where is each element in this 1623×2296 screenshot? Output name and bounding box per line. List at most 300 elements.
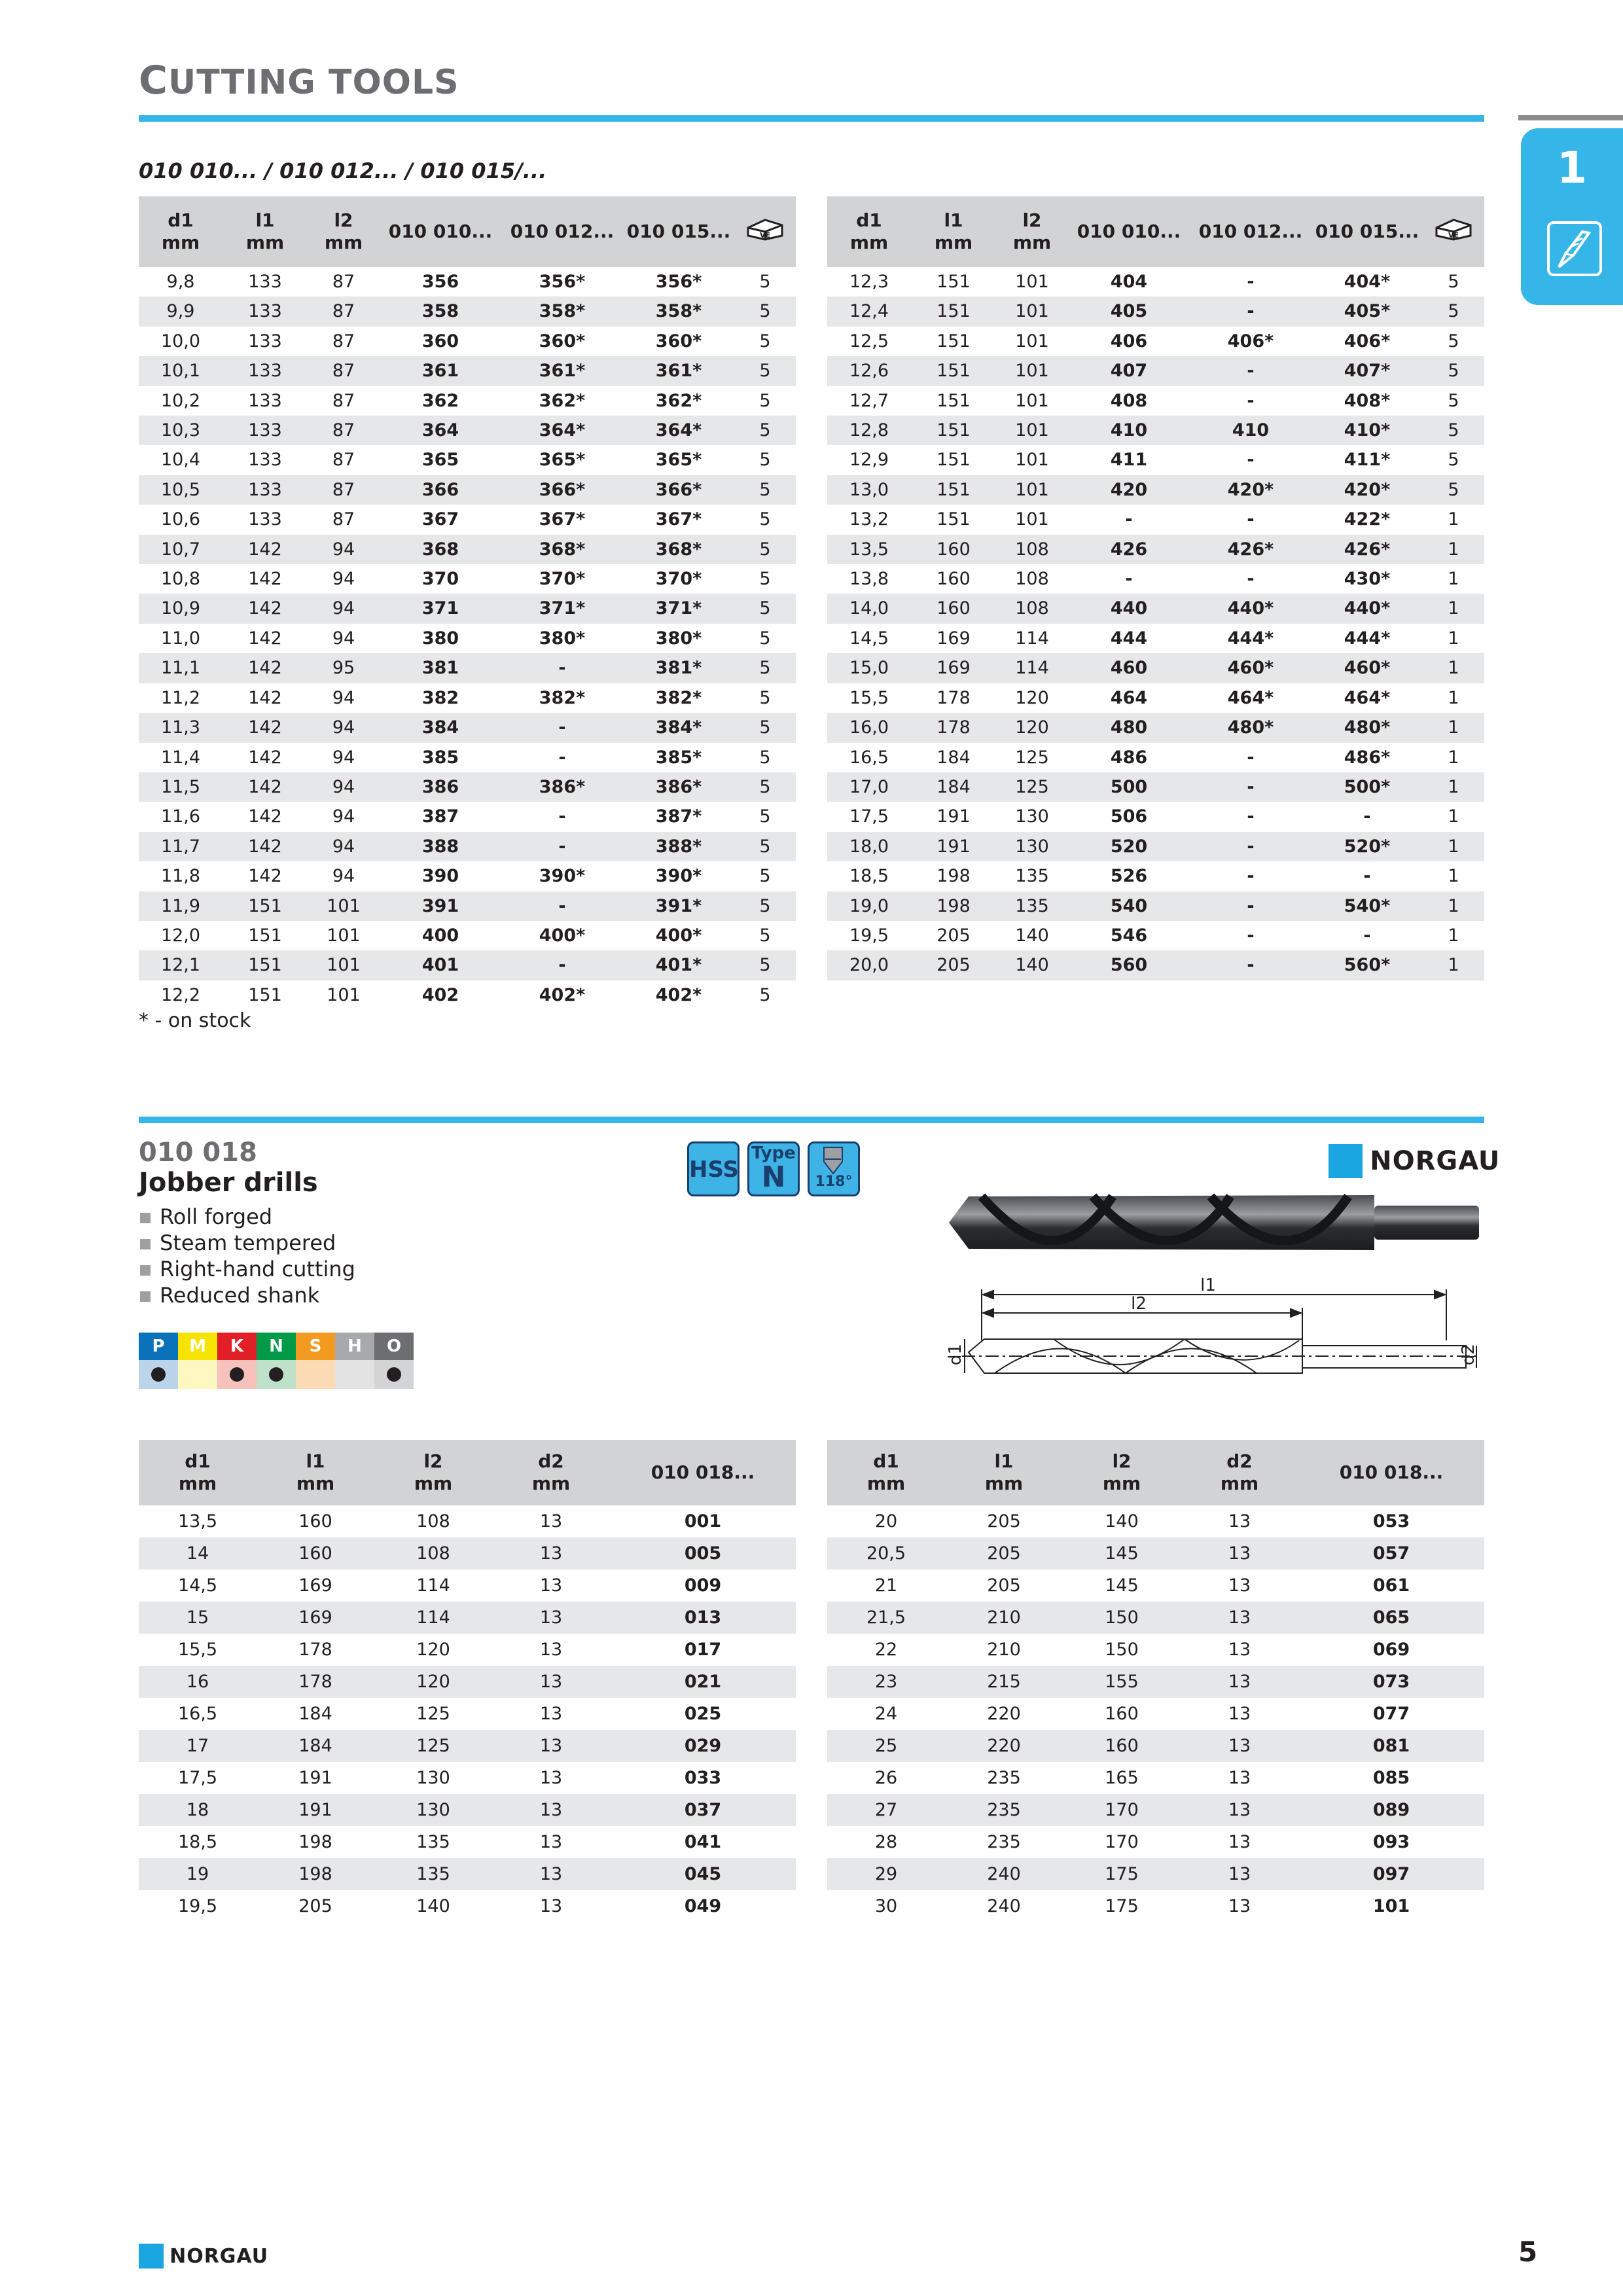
table-cell: 364* xyxy=(501,416,623,445)
table-cell: 120 xyxy=(1015,687,1049,708)
table-cell: 169 xyxy=(257,1602,374,1634)
table-cell: 440* xyxy=(1311,594,1423,623)
table-cell: 5 xyxy=(759,450,771,471)
table-cell: 21,5 xyxy=(827,1602,945,1634)
table-cell: 440 xyxy=(1068,594,1190,623)
table-cell: 387 xyxy=(421,806,459,827)
table-cell: 215 xyxy=(945,1666,1063,1698)
table-cell: 385* xyxy=(655,747,702,768)
table-cell: 360 xyxy=(421,331,459,351)
table-cell: 444 xyxy=(1110,628,1148,649)
table-cell: 142 xyxy=(248,628,282,649)
table-cell: 18 xyxy=(139,1794,257,1826)
table-cell: 5 xyxy=(1423,356,1484,386)
table-cell: - xyxy=(501,832,623,861)
table-cell: 23 xyxy=(827,1666,945,1698)
table-cell: 422* xyxy=(1344,509,1391,530)
table-cell: 205 xyxy=(936,925,971,946)
chapter-number: 1 xyxy=(1557,143,1587,193)
table-cell: 370 xyxy=(421,569,459,590)
table-cell: 5 xyxy=(734,296,796,326)
table-cell: 12,4 xyxy=(827,296,911,326)
table-cell: 87 xyxy=(308,475,380,505)
table-cell: 13,5 xyxy=(177,1511,218,1532)
table-row xyxy=(827,832,1484,861)
table-cell: 11,1 xyxy=(139,653,223,683)
table-cell: 1 xyxy=(1423,653,1484,683)
table-cell: 368* xyxy=(501,535,623,564)
table-cell: 11,8 xyxy=(160,866,201,887)
column-header: l2 mm xyxy=(996,196,1068,267)
table-cell: 013 xyxy=(610,1602,796,1634)
table-cell: 125 xyxy=(996,772,1068,802)
material-group-p: P xyxy=(139,1333,178,1360)
table-cell: 410 xyxy=(1190,416,1311,445)
table-row xyxy=(827,861,1484,891)
table-cell: 19,0 xyxy=(827,891,911,921)
table-row xyxy=(139,1666,796,1698)
column-header: 010 018... xyxy=(1298,1440,1484,1505)
svg-text:VE: VE xyxy=(1448,231,1459,240)
table-cell: 420* xyxy=(1311,475,1423,505)
table-cell: 001 xyxy=(684,1511,722,1532)
table-cell: 13,2 xyxy=(849,509,889,530)
drill-table-right xyxy=(827,196,1484,980)
table-cell: 386* xyxy=(501,772,623,802)
table-cell: 142 xyxy=(248,569,282,590)
svg-text:d1: d1 xyxy=(946,1343,965,1365)
table-cell: 184 xyxy=(911,772,996,802)
table-cell: 480* xyxy=(1190,713,1311,742)
table-cell: 178 xyxy=(911,713,996,742)
table-cell: 5 xyxy=(1423,416,1484,445)
table-cell: 87 xyxy=(308,416,380,445)
table-cell: 125 xyxy=(416,1704,450,1724)
table-cell: 10,8 xyxy=(160,569,201,590)
table-cell: 10,5 xyxy=(139,475,223,505)
suitable-dot-icon xyxy=(387,1367,401,1382)
table-cell: 19 xyxy=(139,1858,257,1890)
table-cell: 14 xyxy=(139,1537,257,1570)
table-cell: 361* xyxy=(623,356,734,386)
table-cell: 133 xyxy=(248,509,282,530)
table-cell: 142 xyxy=(248,866,282,887)
table-cell: 135 xyxy=(1015,866,1049,887)
table-cell: 1 xyxy=(1423,891,1484,921)
table-cell: 114 xyxy=(416,1575,450,1596)
table-cell: 87 xyxy=(332,272,355,292)
drill-icon xyxy=(1547,221,1602,276)
table-cell: 402* xyxy=(539,984,586,1005)
table-row xyxy=(139,1570,796,1602)
table-cell: 184 xyxy=(298,1704,332,1724)
table-cell: 13 xyxy=(1181,1666,1298,1698)
table-row xyxy=(827,1537,1484,1570)
drill-drawing xyxy=(936,1275,1486,1393)
table-cell: 178 xyxy=(298,1640,332,1660)
table-cell: 382 xyxy=(421,687,459,708)
column-header: l1 mm xyxy=(945,1440,1063,1505)
table-cell: 13 xyxy=(1181,1602,1298,1634)
table-cell: 382* xyxy=(539,687,586,708)
table-cell: 11,9 xyxy=(139,891,223,921)
table-cell: 081 xyxy=(1298,1730,1484,1762)
table-cell: 5 xyxy=(734,535,796,564)
table-cell: 486 xyxy=(1110,747,1148,768)
table-row xyxy=(139,594,796,623)
table-cell: 108 xyxy=(1015,569,1049,590)
table-row xyxy=(139,950,796,980)
table-cell: 184 xyxy=(936,747,971,768)
hss-badge: HSS xyxy=(687,1141,740,1196)
table-cell: 15,5 xyxy=(849,687,889,708)
table-cell: 101 xyxy=(327,925,361,946)
table-cell: 169 xyxy=(911,653,996,683)
table-cell: 12,3 xyxy=(849,272,889,292)
table-cell: 021 xyxy=(610,1666,796,1698)
type-badge: Type N xyxy=(747,1141,800,1196)
column-header: l2 mm xyxy=(308,196,380,267)
table-cell: 5 xyxy=(759,806,771,827)
table-cell: 077 xyxy=(1372,1704,1410,1724)
material-group-h: H xyxy=(335,1333,374,1360)
table-cell: 1 xyxy=(1423,772,1484,802)
table-cell: 140 xyxy=(996,950,1068,980)
feature-item: Right-hand cutting xyxy=(140,1257,355,1282)
table-row xyxy=(827,1794,1484,1826)
table-cell: 12,6 xyxy=(827,356,911,386)
table-row xyxy=(139,861,796,891)
column-header: 010 012... xyxy=(501,196,623,267)
table-cell: 402 xyxy=(421,984,459,1005)
table-cell: 540* xyxy=(1311,891,1423,921)
table-cell: 5 xyxy=(734,653,796,683)
table-row xyxy=(827,267,1484,296)
table-cell: 205 xyxy=(987,1511,1021,1532)
table-cell: 220 xyxy=(987,1704,1021,1724)
table-cell: 391* xyxy=(623,891,734,921)
table-cell: 151 xyxy=(911,356,996,386)
table-cell: 14,5 xyxy=(849,628,889,649)
column-header: 010 010... xyxy=(380,196,501,267)
table-cell: 5 xyxy=(1448,450,1459,471)
table-row xyxy=(827,891,1484,921)
table-cell: 14,5 xyxy=(177,1575,218,1596)
table-cell: 5 xyxy=(734,356,796,386)
table-row xyxy=(827,386,1484,416)
table-row xyxy=(139,802,796,831)
table-cell: 370* xyxy=(539,569,586,590)
column-header: d1 mm xyxy=(827,196,911,267)
table-row xyxy=(139,772,796,802)
table-cell: 405 xyxy=(1068,296,1190,326)
table-cell: 13 xyxy=(492,1602,610,1634)
feature-item: Steam tempered xyxy=(140,1230,336,1255)
table-cell: 5 xyxy=(759,925,771,946)
table-cell: 130 xyxy=(1015,806,1049,827)
table-cell: 108 xyxy=(416,1511,450,1532)
table-cell: 364 xyxy=(380,416,501,445)
table-cell: 17,5 xyxy=(849,806,889,827)
table-cell: 408* xyxy=(1344,390,1391,411)
table-cell: 406* xyxy=(1227,331,1274,351)
table-cell: - xyxy=(1190,296,1311,326)
table-cell: 178 xyxy=(936,687,971,708)
table-cell: 13,0 xyxy=(827,475,911,505)
table-cell: 405* xyxy=(1311,296,1423,326)
table-cell: 15,0 xyxy=(827,653,911,683)
table-cell: 11,7 xyxy=(139,832,223,861)
table-cell: 198 xyxy=(257,1858,374,1890)
product-name: Jobber drills xyxy=(139,1168,318,1198)
table-cell: 25 xyxy=(827,1730,945,1762)
table-cell: 444* xyxy=(1344,628,1391,649)
table-cell: - xyxy=(1247,450,1255,471)
table-cell: 390 xyxy=(421,866,459,887)
table-cell: 388 xyxy=(380,832,501,861)
table-cell: 142 xyxy=(223,713,308,742)
table-cell: 17,0 xyxy=(827,772,911,802)
table-cell: 170 xyxy=(1063,1794,1181,1826)
table-row xyxy=(827,683,1484,713)
table-cell: 5 xyxy=(759,687,771,708)
pack-quantity-header xyxy=(734,196,796,267)
table-cell: 21 xyxy=(874,1575,898,1596)
table-cell: 1 xyxy=(1423,713,1484,742)
table-row xyxy=(827,416,1484,445)
column-header: 010 010... xyxy=(1068,196,1190,267)
table-cell: 142 xyxy=(223,535,308,564)
table-cell: 95 xyxy=(308,653,380,683)
table-row xyxy=(139,1537,796,1570)
table-cell: 101 xyxy=(327,984,361,1005)
table-row xyxy=(139,624,796,653)
table-cell: 151 xyxy=(936,509,971,530)
product-code: 010 018 xyxy=(139,1138,257,1168)
table-row xyxy=(139,1505,796,1537)
svg-text:VE: VE xyxy=(759,231,771,240)
table-cell: - xyxy=(1247,925,1255,946)
table-cell: 9,8 xyxy=(166,272,195,292)
material-suitability-cell xyxy=(257,1360,296,1389)
table-cell: 240 xyxy=(945,1858,1063,1890)
table-cell: 142 xyxy=(248,806,282,827)
table-row xyxy=(827,296,1484,326)
table-cell: 367 xyxy=(421,509,459,530)
svg-text:l2: l2 xyxy=(1131,1294,1147,1314)
table-cell: 13 xyxy=(492,1666,610,1698)
table-cell: 387* xyxy=(655,806,702,827)
table-cell: 10,3 xyxy=(139,416,223,445)
table-cell: 500* xyxy=(1311,772,1423,802)
table-cell: 87 xyxy=(332,450,355,471)
table-cell: 101 xyxy=(996,475,1068,505)
table-cell: 5 xyxy=(734,891,796,921)
table-cell: - xyxy=(1363,925,1371,946)
table-cell: 460* xyxy=(1311,653,1423,683)
table-cell: 160 xyxy=(1105,1704,1139,1724)
table-cell: 401 xyxy=(380,950,501,980)
table-row xyxy=(827,1666,1484,1698)
table-row xyxy=(139,921,796,950)
table-cell: 440* xyxy=(1190,594,1311,623)
point-angle-badge: 118° xyxy=(808,1141,860,1196)
column-header: d1 mm xyxy=(827,1440,945,1505)
table-cell: 198 xyxy=(911,891,996,921)
table-cell: - xyxy=(1125,569,1133,590)
table-row xyxy=(827,445,1484,475)
table-row xyxy=(139,475,796,505)
table-cell: 94 xyxy=(332,806,355,827)
table-row xyxy=(139,296,796,326)
table-cell: 142 xyxy=(223,832,308,861)
table-cell: 400 xyxy=(421,925,459,946)
brand-logo: NORGAU xyxy=(1329,1144,1500,1178)
table-cell: 407 xyxy=(1068,356,1190,386)
table-cell: 16,5 xyxy=(849,747,889,768)
table-cell: 380* xyxy=(539,628,586,649)
column-header: 010 018... xyxy=(610,1440,796,1505)
table-cell: 101 xyxy=(1015,450,1049,471)
table-cell: 356 xyxy=(421,272,459,292)
table-cell: 13 xyxy=(492,1730,610,1762)
table-cell: 13 xyxy=(539,1575,563,1596)
table-cell: 384* xyxy=(623,713,734,742)
table-cell: - xyxy=(1363,806,1371,827)
table-row xyxy=(139,743,796,772)
table-row xyxy=(139,653,796,683)
table-cell: 5 xyxy=(734,594,796,623)
table-cell: 94 xyxy=(332,687,355,708)
table-cell: 94 xyxy=(332,628,355,649)
table-cell: 368 xyxy=(380,535,501,564)
table-cell: 460* xyxy=(1190,653,1311,683)
table-cell: 9,9 xyxy=(139,296,223,326)
table-cell: 155 xyxy=(1063,1666,1181,1698)
table-cell: 198 xyxy=(936,866,971,887)
table-cell: 381 xyxy=(380,653,501,683)
table-cell: 408 xyxy=(1110,390,1148,411)
table-cell: 13 xyxy=(1181,1730,1298,1762)
table-cell: 142 xyxy=(248,687,282,708)
table-cell: 30 xyxy=(874,1896,898,1916)
table-cell: 94 xyxy=(332,569,355,590)
table-row xyxy=(139,267,796,296)
table-row xyxy=(139,891,796,921)
pack-quantity-header xyxy=(1423,196,1484,267)
table-cell: 11,3 xyxy=(139,713,223,742)
table-cell: 151 xyxy=(911,416,996,445)
table-cell: 480 xyxy=(1068,713,1190,742)
table-cell: 12,9 xyxy=(849,450,889,471)
table-cell: 358* xyxy=(623,296,734,326)
table-cell: 151 xyxy=(936,450,971,471)
table-cell: 400* xyxy=(655,925,702,946)
chapter-tab[interactable] xyxy=(1521,128,1623,305)
table-cell: 160 xyxy=(257,1537,374,1570)
table-cell: 085 xyxy=(1372,1768,1410,1788)
table-cell: 1 xyxy=(1423,535,1484,564)
table-cell: 404 xyxy=(1110,272,1148,292)
table-cell: - xyxy=(1247,866,1255,887)
table-cell: 089 xyxy=(1298,1794,1484,1826)
table-cell: 5 xyxy=(759,866,771,887)
table-cell: 361 xyxy=(380,356,501,386)
page-title: CUTTING TOOLS xyxy=(139,58,459,103)
jobber-table-left xyxy=(139,1440,796,1922)
table-cell: 26 xyxy=(874,1768,898,1788)
table-cell: 410* xyxy=(1311,416,1423,445)
table-cell: - xyxy=(1190,356,1311,386)
table-cell: 130 xyxy=(996,832,1068,861)
table-cell: 114 xyxy=(1015,628,1049,649)
table-cell: 120 xyxy=(374,1666,492,1698)
table-cell: 151 xyxy=(911,475,996,505)
table-cell: 049 xyxy=(684,1896,722,1916)
column-header: l1 mm xyxy=(223,196,308,267)
table-row xyxy=(827,1730,1484,1762)
column-header: d2 mm xyxy=(492,1440,610,1505)
table-cell: 101 xyxy=(308,950,380,980)
table-cell: 1 xyxy=(1448,747,1459,768)
table-row xyxy=(827,921,1484,950)
table-cell: 401* xyxy=(623,950,734,980)
table-cell: 160 xyxy=(1063,1730,1181,1762)
table-cell: 041 xyxy=(684,1832,722,1852)
table-cell: 235 xyxy=(987,1768,1021,1788)
table-cell: 145 xyxy=(1105,1575,1139,1596)
table-row xyxy=(827,950,1484,980)
table-cell: 5 xyxy=(734,475,796,505)
table-cell: 15,5 xyxy=(177,1640,218,1660)
table-cell: 13,8 xyxy=(849,569,889,590)
table-cell: 560* xyxy=(1311,950,1423,980)
table-row xyxy=(827,535,1484,564)
table-cell: 13 xyxy=(1228,1704,1251,1724)
table-cell: 426 xyxy=(1068,535,1190,564)
table-cell: 10,2 xyxy=(160,390,201,411)
table-cell: 160 xyxy=(911,594,996,623)
bullet-icon xyxy=(140,1291,151,1302)
brand-square-icon xyxy=(139,2244,164,2269)
table-cell: 151 xyxy=(223,891,308,921)
column-header: d1 mm xyxy=(139,196,223,267)
table-cell: 17,5 xyxy=(177,1768,218,1788)
table-cell: 1 xyxy=(1448,569,1459,590)
table-row xyxy=(827,1634,1484,1666)
table-cell: 210 xyxy=(945,1602,1063,1634)
table-cell: 94 xyxy=(308,713,380,742)
table-cell: 169 xyxy=(936,628,971,649)
table-cell: 053 xyxy=(1372,1511,1410,1532)
table-cell: 101 xyxy=(996,416,1068,445)
table-cell: 240 xyxy=(987,1896,1021,1916)
table-cell: 1 xyxy=(1448,687,1459,708)
table-cell: 13 xyxy=(539,1896,563,1916)
table-cell: 560 xyxy=(1068,950,1190,980)
table-cell: 101 xyxy=(1015,272,1049,292)
table-cell: 360* xyxy=(655,331,702,351)
table-cell: 371* xyxy=(501,594,623,623)
footer-brand-logo: NORGAU xyxy=(139,2244,268,2269)
table-cell: 1 xyxy=(1448,806,1459,827)
material-suitability-cell xyxy=(374,1360,414,1389)
table-cell: 365 xyxy=(421,450,459,471)
column-header: l1 mm xyxy=(257,1440,374,1505)
table-cell: 13 xyxy=(1228,1896,1251,1916)
table-cell: 16,0 xyxy=(827,713,911,742)
table-cell: 10,7 xyxy=(139,535,223,564)
